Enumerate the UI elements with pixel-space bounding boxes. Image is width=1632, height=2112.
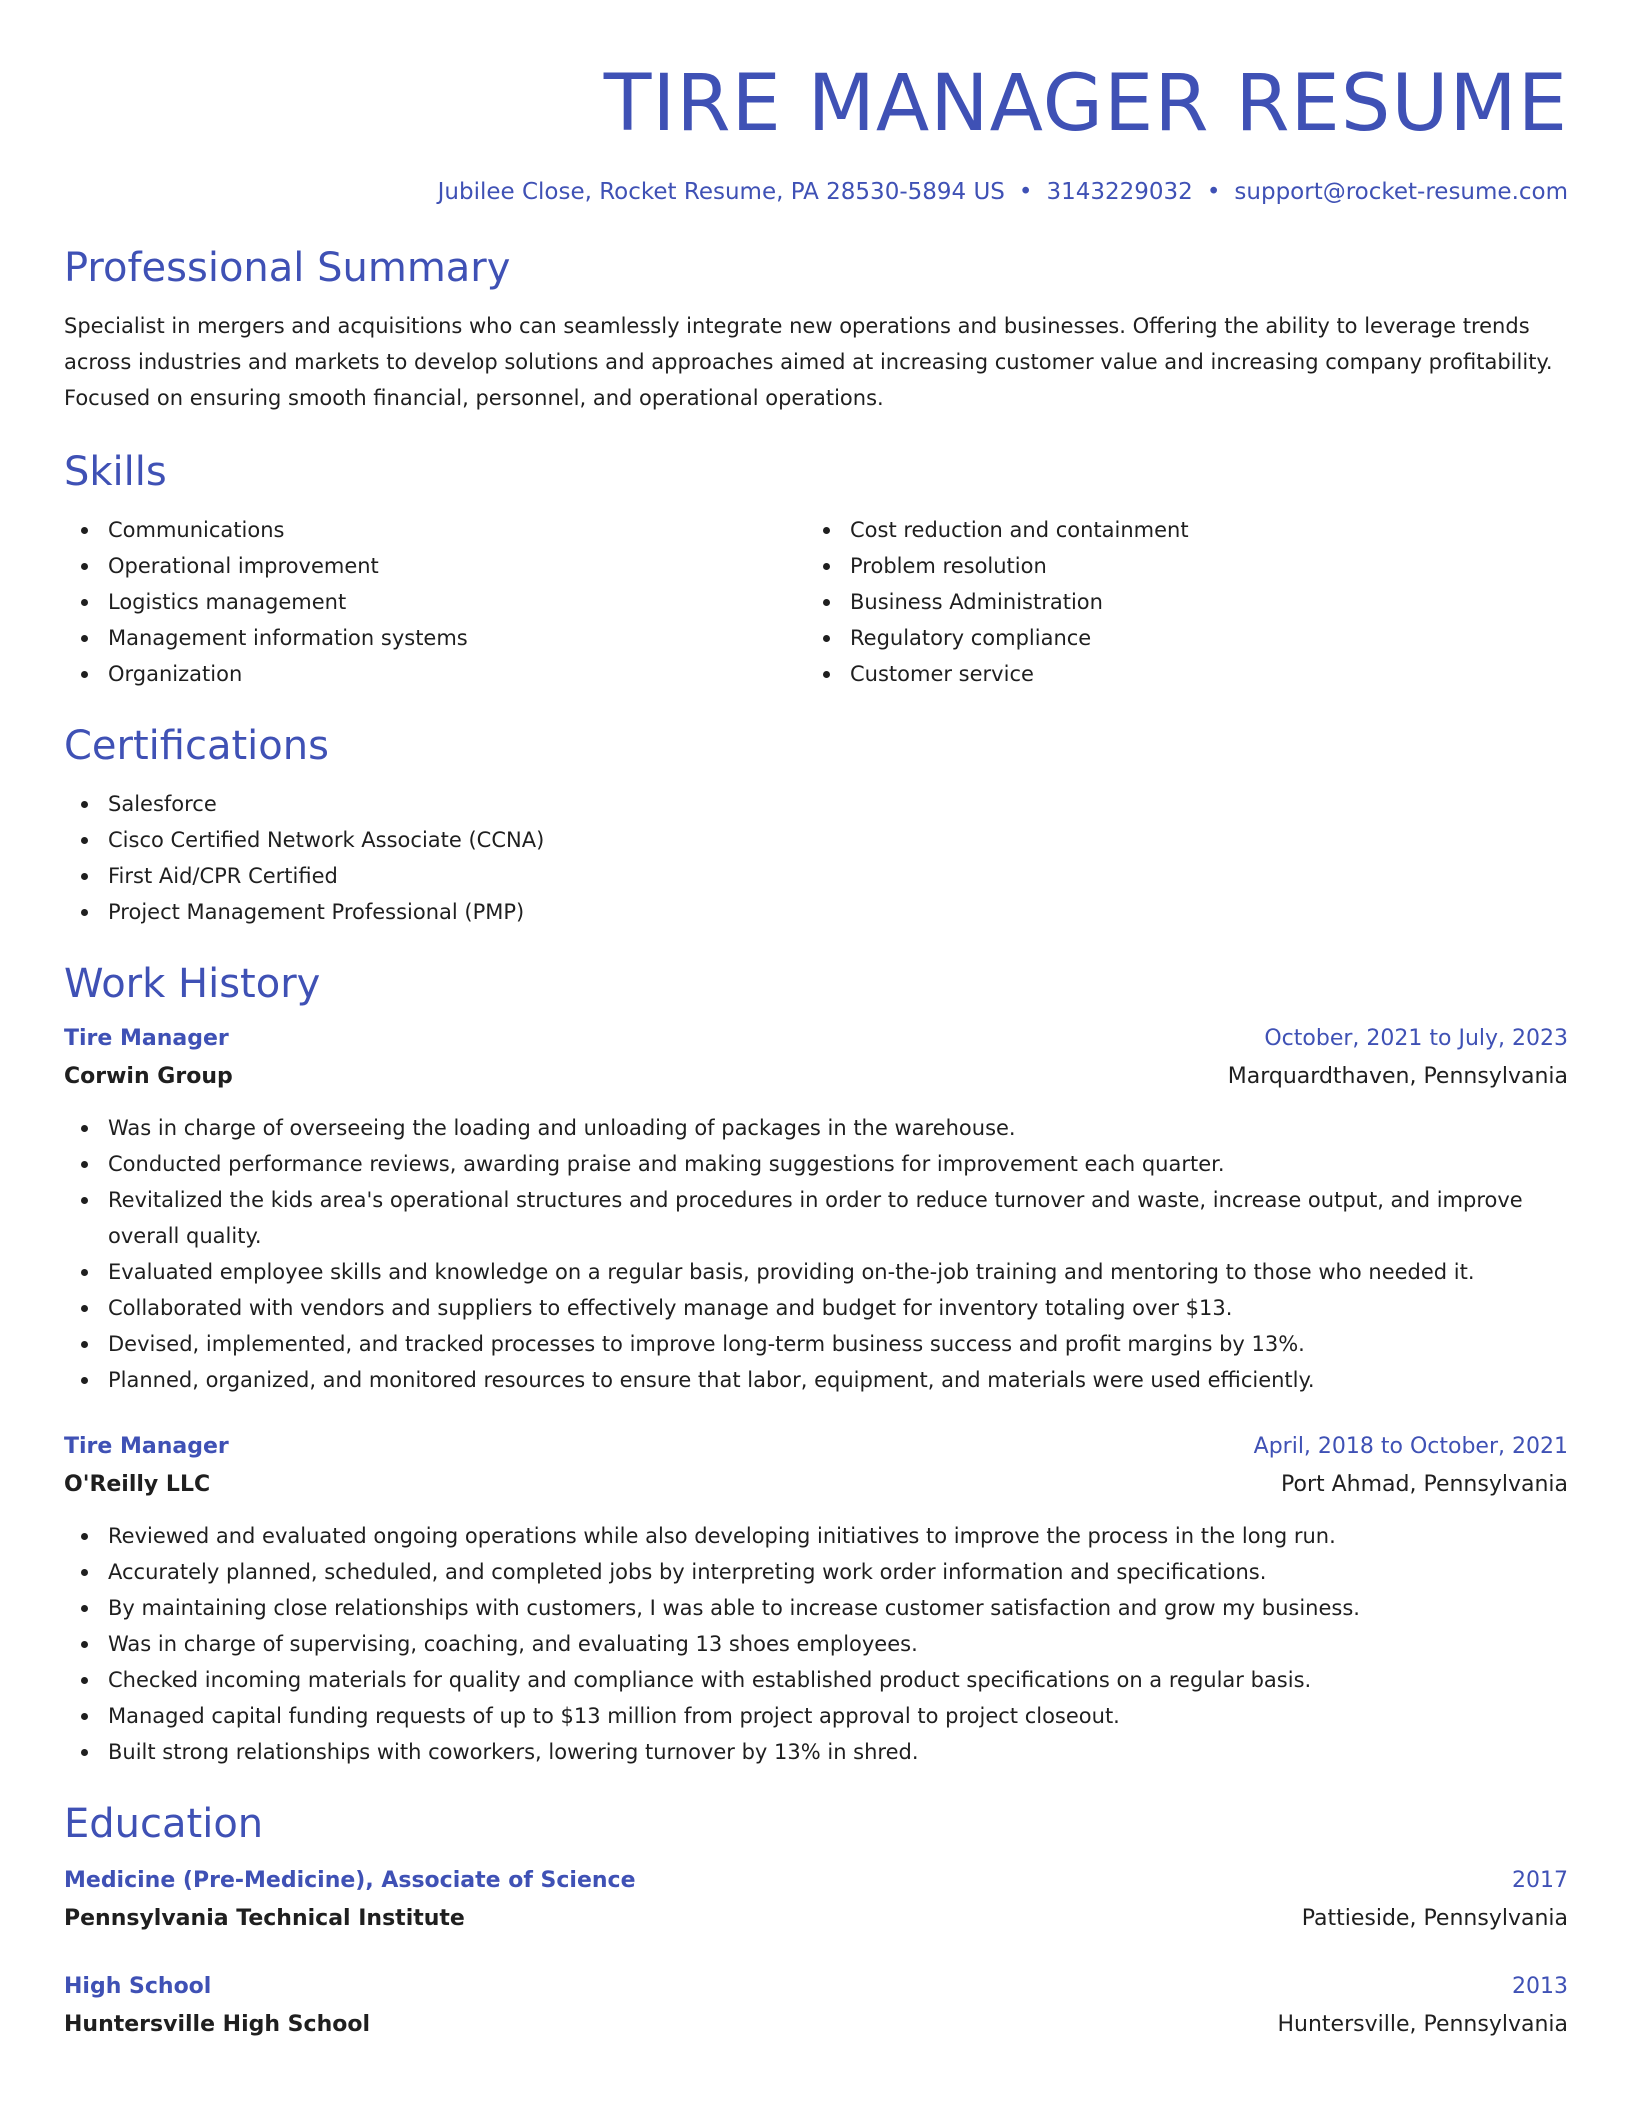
work-history-section [64, 958, 1568, 1770]
job-subheader [64, 1058, 1568, 1096]
skills-section [64, 446, 1568, 692]
education-header [64, 1968, 1568, 2006]
education-heading: Education [64, 1801, 264, 1847]
job-location: Port Ahmad, Pennsylvania [1281, 1472, 1568, 1497]
job-duty: By maintaining close relationships with customers, I was able to increase customer satisfaction and grow my business. [64, 1590, 1568, 1626]
certification-item: First Aid/CPR Certified [64, 858, 1568, 894]
job-entry [64, 1428, 1568, 1770]
certifications-section [64, 720, 1568, 930]
skill-item: Management information systems [64, 620, 806, 656]
certifications-list [64, 786, 1568, 930]
skills-heading: Skills [64, 449, 167, 495]
skill-item: Problem resolution [806, 548, 1548, 584]
skill-item: Logistics management [64, 584, 806, 620]
job-location: Marquardthaven, Pennsylvania [1227, 1064, 1568, 1089]
education-location: Pattieside, Pennsylvania [1301, 1906, 1568, 1931]
education-subheader [64, 2006, 1568, 2044]
education-entry [64, 1862, 1568, 1938]
skill-item: Operational improvement [64, 548, 806, 584]
skill-item: Organization [64, 656, 806, 692]
contact-address: Jubilee Close, Rocket Resume, PA 28530-5894 US [437, 179, 1005, 205]
job-dates: October, 2021 to July, 2023 [1264, 1026, 1568, 1051]
skills-list-right [806, 512, 1548, 692]
job-duty: Evaluated employee skills and knowledge on a regular basis, providing on-the-job training and mentoring to those who needed it. [64, 1254, 1568, 1290]
job-duties-list [64, 1518, 1568, 1770]
skill-item: Communications [64, 512, 806, 548]
job-role: Tire Manager [64, 1434, 229, 1459]
resume-title: TIRE MANAGER RESUME [603, 59, 1568, 149]
job-role: Tire Manager [64, 1026, 229, 1051]
job-header [64, 1020, 1568, 1058]
job-duty: Planned, organized, and monitored resources to ensure that labor, equipment, and materials were used efficiently. [64, 1362, 1568, 1398]
education-school: Huntersville High School [64, 2012, 371, 2037]
summary-section [64, 242, 1568, 416]
job-duty: Managed capital funding requests of up to $13 million from project approval to project closeout. [64, 1698, 1568, 1734]
job-duty: Conducted performance reviews, awarding praise and making suggestions for improvement each quarter. [64, 1146, 1568, 1182]
job-entry [64, 1020, 1568, 1398]
skill-item: Customer service [806, 656, 1548, 692]
education-year: 2013 [1512, 1974, 1568, 1999]
skill-item: Business Administration [806, 584, 1548, 620]
job-duty: Was in charge of supervising, coaching, and evaluating 13 shoes employees. [64, 1626, 1568, 1662]
job-company: Corwin Group [64, 1064, 233, 1089]
job-duties-list [64, 1110, 1568, 1398]
education-entry [64, 1968, 1568, 2044]
contact-separator: • [1206, 179, 1221, 205]
resume-page [64, 0, 1568, 2044]
summary-text: Specialist in mergers and acquisitions who can seamlessly integrate new operations and businesses. Offering the ability to leverage trends across industries and markets to develop solutions and approaches aimed at increasing customer value and increasing company profitability. Focused on ensuring smooth financial, personnel, and operational operations. [64, 314, 1553, 410]
certification-item: Project Management Professional (PMP) [64, 894, 1568, 930]
job-duty: Built strong relationships with coworkers, lowering turnover by 13% in shred. [64, 1734, 1568, 1770]
job-duty: Reviewed and evaluated ongoing operations while also developing initiatives to improve the process in the long run. [64, 1518, 1568, 1554]
job-duty: Revitalized the kids area's operational structures and procedures in order to reduce turnover and waste, increase output, and improve overall quality. [64, 1182, 1568, 1254]
education-degree: Medicine (Pre-Medicine), Associate of Science [64, 1868, 636, 1893]
education-section [64, 1798, 1568, 2044]
education-year: 2017 [1512, 1868, 1568, 1893]
contact-email[interactable]: support@rocket-resume.com [1234, 179, 1568, 205]
skill-item: Cost reduction and containment [806, 512, 1548, 548]
job-header [64, 1428, 1568, 1466]
job-duty: Accurately planned, scheduled, and completed jobs by interpreting work order information and specifications. [64, 1554, 1568, 1590]
job-dates: April, 2018 to October, 2021 [1253, 1434, 1568, 1459]
education-location: Huntersville, Pennsylvania [1277, 2012, 1568, 2037]
certifications-heading: Certifications [64, 723, 329, 769]
work-history-heading: Work History [64, 961, 321, 1007]
contact-phone: 3143229032 [1046, 179, 1193, 205]
education-degree: High School [64, 1974, 212, 1999]
job-company: O'Reilly LLC [64, 1472, 211, 1497]
certification-item: Salesforce [64, 786, 1568, 822]
skills-list-left [64, 512, 806, 692]
education-school: Pennsylvania Technical Institute [64, 1906, 465, 1931]
summary-heading: Professional Summary [64, 245, 511, 291]
contact-separator: • [1018, 179, 1033, 205]
contact-line [64, 176, 1568, 208]
education-subheader [64, 1900, 1568, 1938]
skill-item: Regulatory compliance [806, 620, 1548, 656]
job-duty: Collaborated with vendors and suppliers to effectively manage and budget for inventory totaling over $13. [64, 1290, 1568, 1326]
job-duty: Was in charge of overseeing the loading and unloading of packages in the warehouse. [64, 1110, 1568, 1146]
certification-item: Cisco Certified Network Associate (CCNA) [64, 822, 1568, 858]
job-subheader [64, 1466, 1568, 1504]
job-duty: Checked incoming materials for quality and compliance with established product specifications on a regular basis. [64, 1662, 1568, 1698]
education-header [64, 1862, 1568, 1900]
job-duty: Devised, implemented, and tracked processes to improve long-term business success and profit margins by 13%. [64, 1326, 1568, 1362]
skills-grid [64, 512, 1568, 692]
